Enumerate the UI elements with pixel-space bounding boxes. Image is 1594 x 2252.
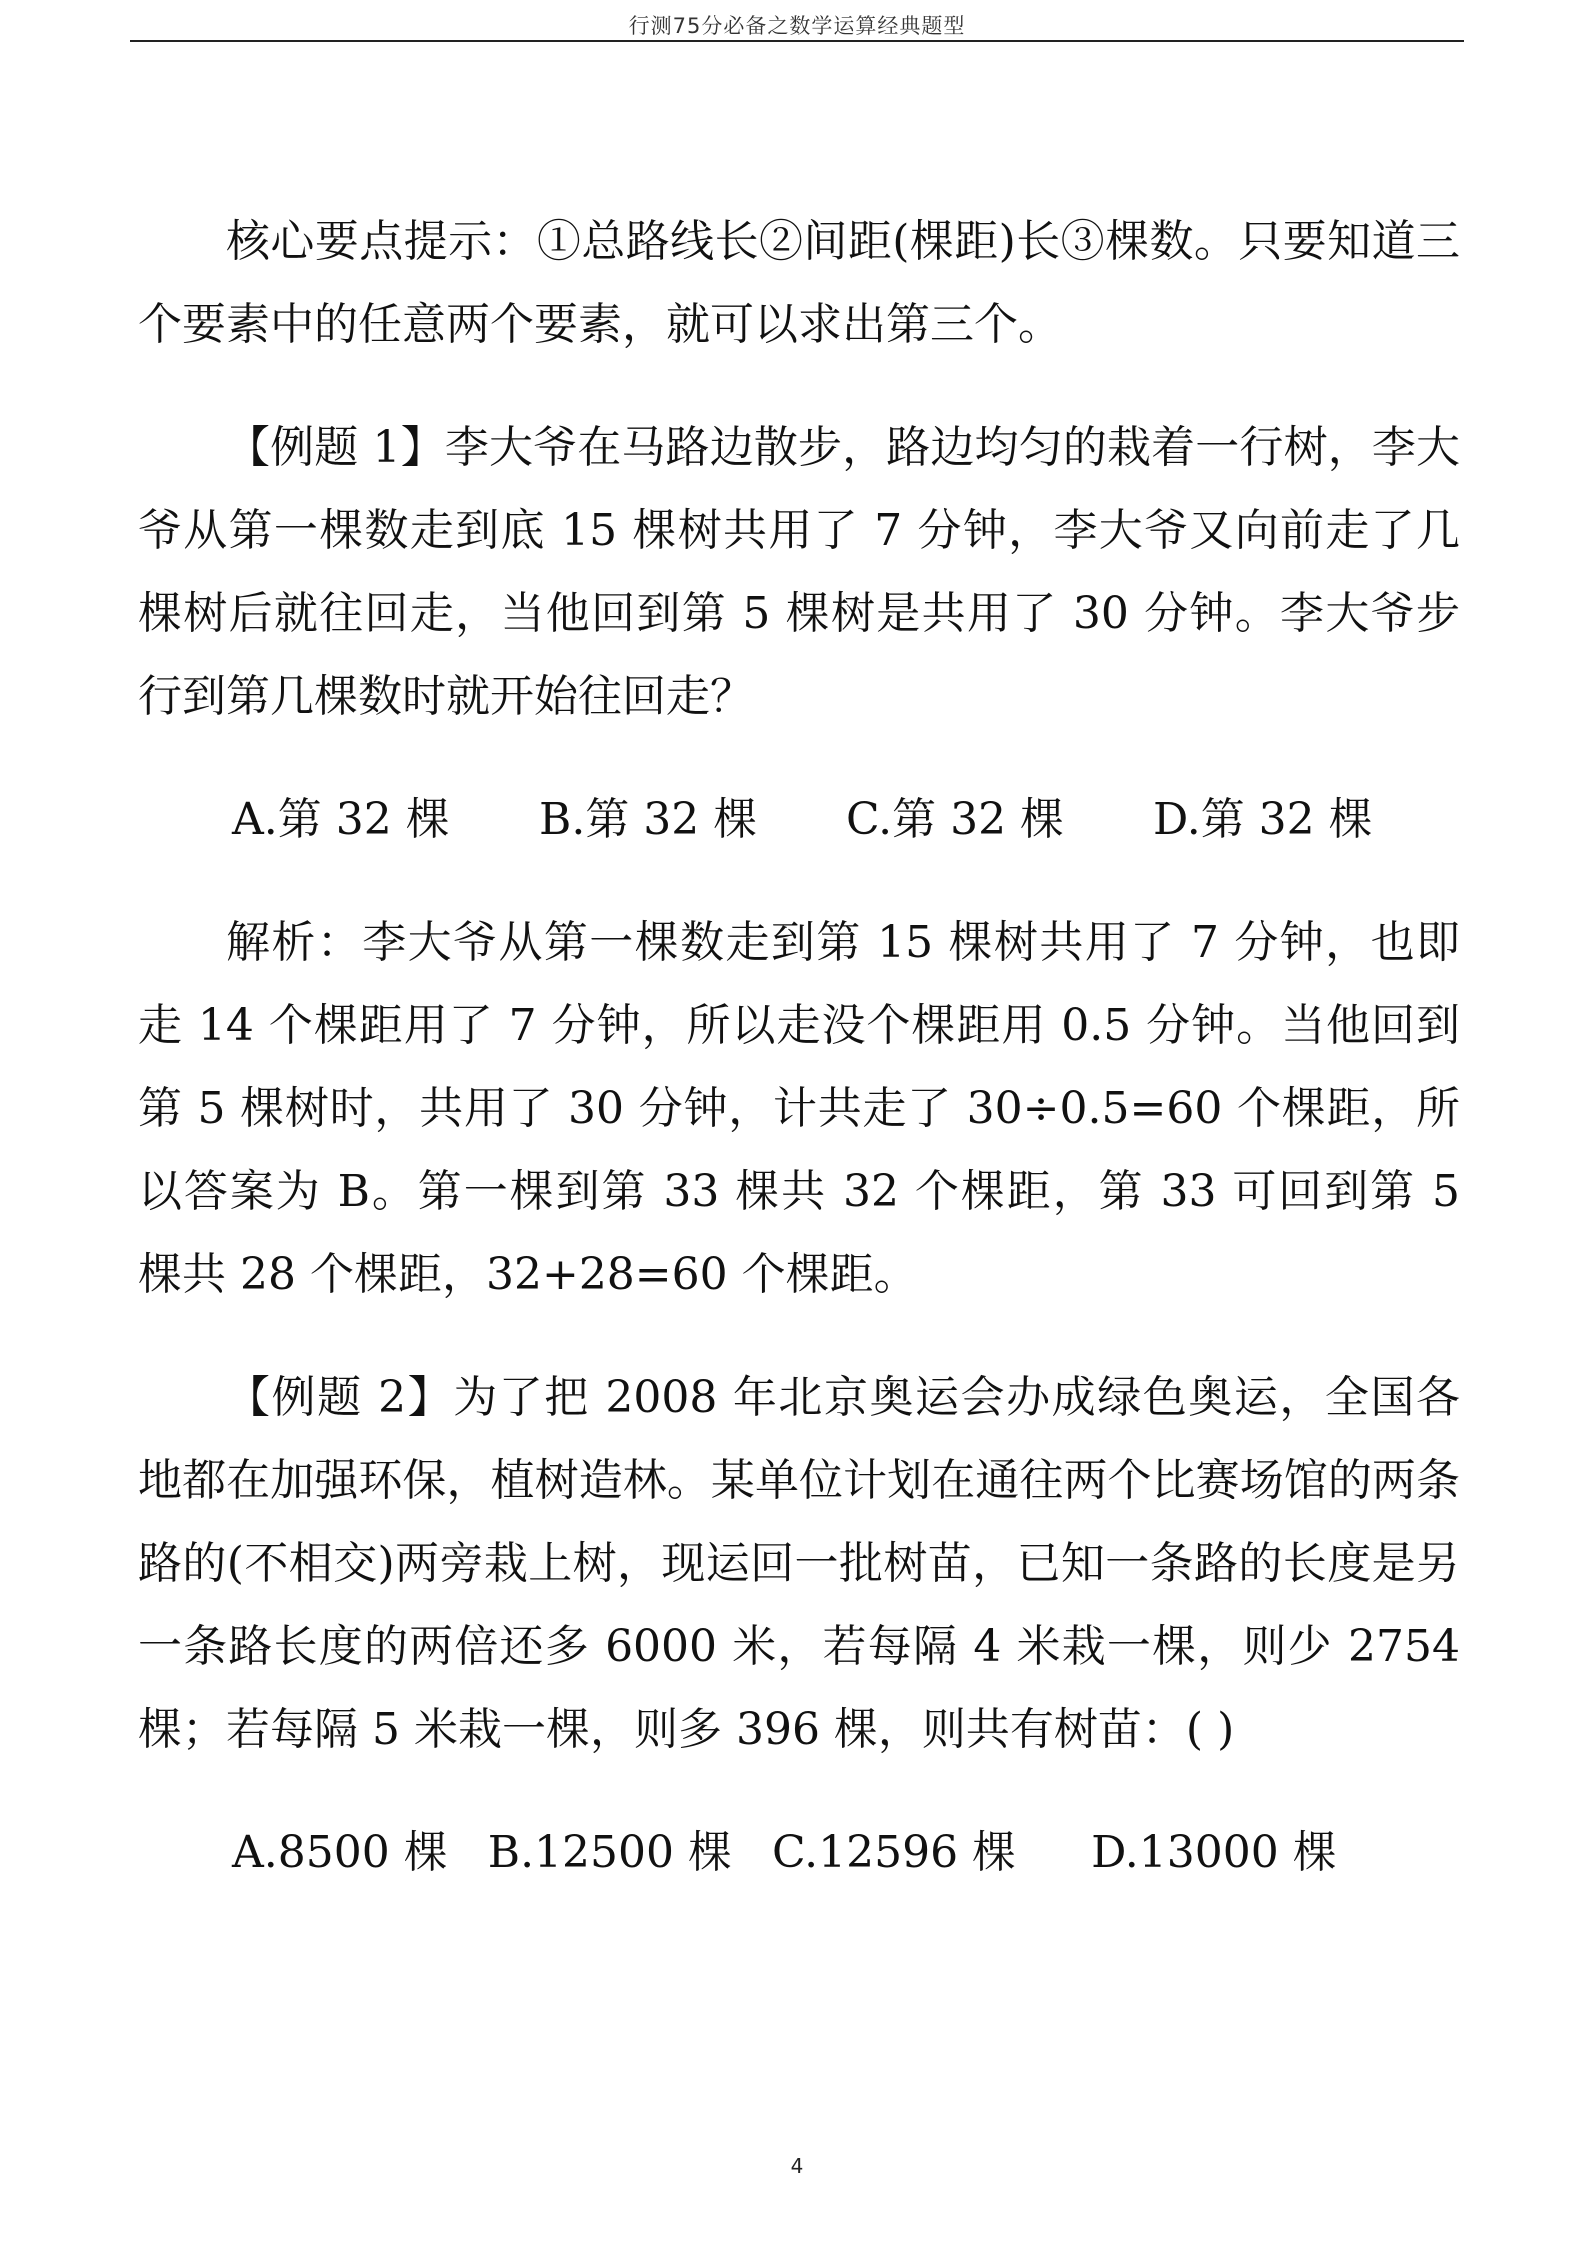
- example2-question: 【例题 2】为了把 2008 年北京奥运会办成绿色奥运，全国各地都在加强环保，植树造林。某单位计划在通往两个比赛场馆的两条路的(不相交)两旁栽上树，现运回一批树苗，已知一条路的长度是另一条路长度的两倍还多 6000 米，若每隔 4 米栽一棵，则少 2754 棵；若每隔 5 米栽一棵，则多 396 棵，则共有树苗：( ): [138, 1372, 1460, 1755]
- document-body: [138, 200, 1460, 1894]
- example1-analysis: 解析：李大爷从第一棵数走到第 15 棵树共用了 7 分钟，也即走 14 个棵距用了 7 分钟，所以走没个棵距用 0.5 分钟。当他回到第 5 棵树时，共用了 30 分钟，计共走了 30÷0.5=60 个棵距，所以答案为 B。第一棵到第 33 棵共 32 个棵距，第 33 可回到第 5 棵共 28 个棵距，32+28=60 个棵距。: [138, 917, 1460, 1300]
- example1-option-c: C.第 32 棵: [846, 794, 1065, 845]
- page-header-title: 行测75分必备之数学运算经典题型: [628, 14, 966, 38]
- example1-option-d: D.第 32 棵: [1153, 794, 1373, 845]
- example2-option-b: B.12500 棵: [487, 1827, 733, 1878]
- example1-option-a: A.第 32 棵: [232, 794, 450, 845]
- example2-option-c: C.12596 棵: [772, 1827, 1017, 1878]
- intro-paragraph: 核心要点提示：①总路线长②间距(棵距)长③棵数。只要知道三个要素中的任意两个要素，就可以求出第三个。: [138, 216, 1460, 350]
- example2-options: [138, 1811, 1460, 1894]
- example2-option-a: A.8500 棵: [232, 1827, 448, 1878]
- example1-question: 【例题 1】李大爷在马路边散步，路边均匀的栽着一行树，李大爷从第一棵数走到底 15 棵树共用了 7 分钟，李大爷又向前走了几棵树后就往回走，当他回到第 5 棵树是共用了 30 分钟。李大爷步行到第几棵数时就开始往回走？: [138, 422, 1460, 722]
- example2-option-d: D.13000 棵: [1091, 1827, 1337, 1878]
- example1-option-b: B.第 32 棵: [539, 794, 758, 845]
- example1-options: [138, 778, 1460, 861]
- page-number: 4: [790, 2154, 804, 2178]
- header-divider: [130, 40, 1464, 42]
